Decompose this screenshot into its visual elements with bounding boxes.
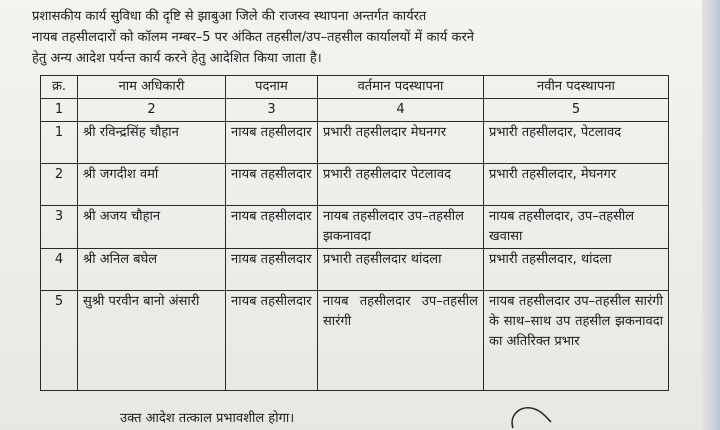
closing-statement: उक्त आदेश तत्काल प्रभावशील होगा। [120, 411, 295, 426]
cell-designation: नायब तहसीलदार [226, 164, 318, 206]
cell-designation: नायब तहसीलदार [226, 206, 318, 249]
cell-name: श्री जगदीश वर्मा [78, 164, 226, 206]
cell-current-posting: नायब तहसीलदार उप–तहसील सारंगी [318, 291, 484, 391]
cell-designation: नायब तहसीलदार [226, 122, 318, 164]
cell-serial: 2 [41, 164, 78, 206]
table-header-row [41, 76, 669, 99]
table-row [41, 122, 669, 164]
cell-current-posting: प्रभारी तहसीलदार थांदला [318, 249, 484, 291]
column-number: 4 [318, 99, 484, 122]
cell-new-posting: प्रभारी तहसीलदार, पेटलावद [484, 122, 669, 164]
cell-current-posting: नायब तहसीलदार उप–तहसील झकनावदा [318, 206, 484, 249]
cell-new-posting: प्रभारी तहसीलदार, थांदला [484, 249, 669, 291]
column-number: 3 [226, 99, 318, 122]
signature-stroke [505, 398, 575, 430]
column-number: 2 [78, 99, 226, 122]
cell-name: श्री अनिल बघेल [78, 249, 226, 291]
cell-serial: 5 [41, 291, 78, 391]
header-name: नाम अधिकारी [78, 76, 226, 99]
column-number-row [41, 99, 669, 122]
cell-name: श्री रविन्द्रसिंह चौहान [78, 122, 226, 164]
cell-name: श्री अजय चौहान [78, 206, 226, 249]
page-edge [702, 0, 720, 430]
header-new-posting: नवीन पदस्थापना [484, 76, 669, 99]
cell-serial: 4 [41, 249, 78, 291]
intro-line: प्रशासकीय कार्य सुविधा की दृष्टि से झाबुआ जिले की राजस्व स्थापना अन्तर्गत कार्यरत [32, 9, 427, 24]
table-row [41, 164, 669, 206]
header-designation: पदनाम [226, 76, 318, 99]
cell-designation: नायब तहसीलदार [226, 249, 318, 291]
cell-name: सुश्री परवीन बानो अंसारी [78, 291, 226, 391]
cell-new-posting: प्रभारी तहसीलदार, मेघनगर [484, 164, 669, 206]
header-serial: क्र. [41, 76, 78, 99]
intro-paragraph [32, 6, 672, 69]
table-row [41, 249, 669, 291]
intro-line: नायब तहसीलदारों को कॉलम नम्बर–5 पर अंकित तहसील/उप–तहसील कार्यालयों में कार्य करने [32, 30, 474, 45]
cell-serial: 3 [41, 206, 78, 249]
table-row [41, 291, 669, 391]
cell-serial: 1 [41, 122, 78, 164]
table-row [41, 206, 669, 249]
column-number: 1 [41, 99, 78, 122]
cell-new-posting: नायब तहसीलदार उप–तहसील सारंगी के साथ–साथ उप तहसील झकनावदा का अतिरिक्त प्रभार [484, 291, 669, 391]
cell-new-posting: नायब तहसीलदार, उप–तहसील खवासा [484, 206, 669, 249]
cell-designation: नायब तहसीलदार [226, 291, 318, 391]
column-number: 5 [484, 99, 669, 122]
header-current-posting: वर्तमान पदस्थापना [318, 76, 484, 99]
posting-table [40, 75, 669, 391]
intro-line: हेतु अन्य आदेश पर्यन्त कार्य करने हेतु आदेशित किया जाता है। [32, 51, 322, 66]
cell-current-posting: प्रभारी तहसीलदार मेघनगर [318, 122, 484, 164]
cell-current-posting: प्रभारी तहसीलदार पेटलावद [318, 164, 484, 206]
